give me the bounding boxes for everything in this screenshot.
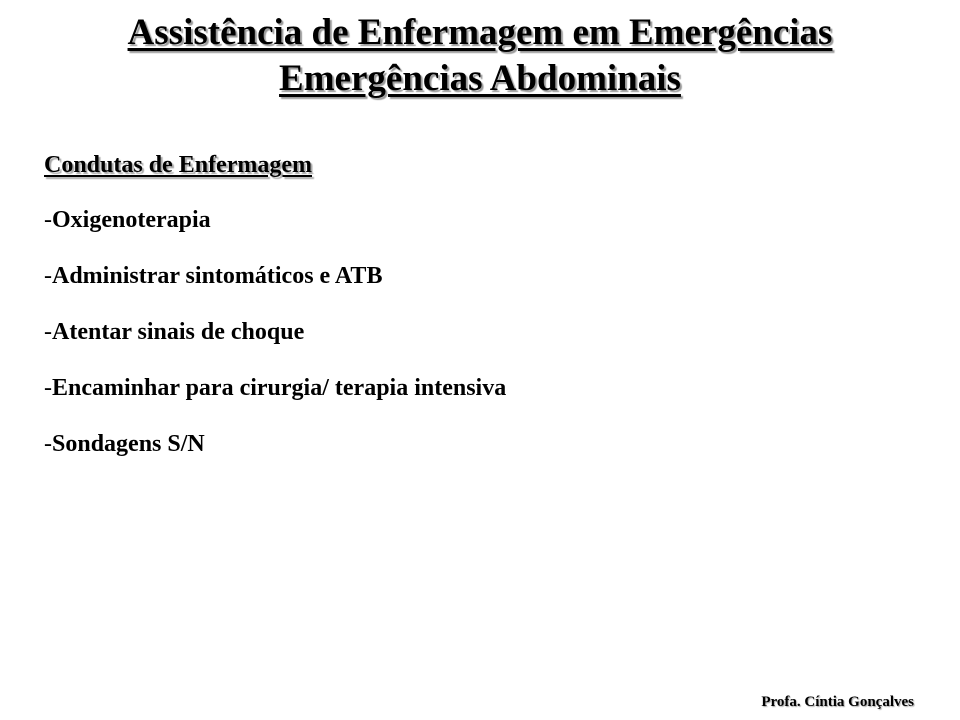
list-item-text: Encaminhar para cirurgia/ terapia intensiva [52,375,507,401]
title-line-2: Emergências Abdominais [279,58,681,99]
list-item [44,317,924,347]
bullet-dash: - [44,375,52,401]
list-item-text: Atentar sinais de choque [52,319,305,345]
slide-content [44,150,924,485]
bullet-dash: - [44,319,52,345]
slide-title [0,10,960,102]
list-item [44,429,924,459]
list-item-text: Administrar sintomáticos e ATB [52,263,383,289]
list-item [44,373,924,403]
list-item-text: Oxigenoterapia [52,207,211,233]
bullet-list [44,205,924,459]
bullet-dash: - [44,207,52,233]
list-item [44,261,924,291]
footer-author: Profa. Cíntia Gonçalves [761,694,914,710]
bullet-dash: - [44,431,52,457]
list-item-text: Sondagens S/N [52,431,205,457]
section-heading: Condutas de Enfermagem [44,152,312,178]
title-line-1: Assistência de Enfermagem em Emergências [127,12,833,53]
bullet-dash: - [44,263,52,289]
list-item [44,205,924,235]
